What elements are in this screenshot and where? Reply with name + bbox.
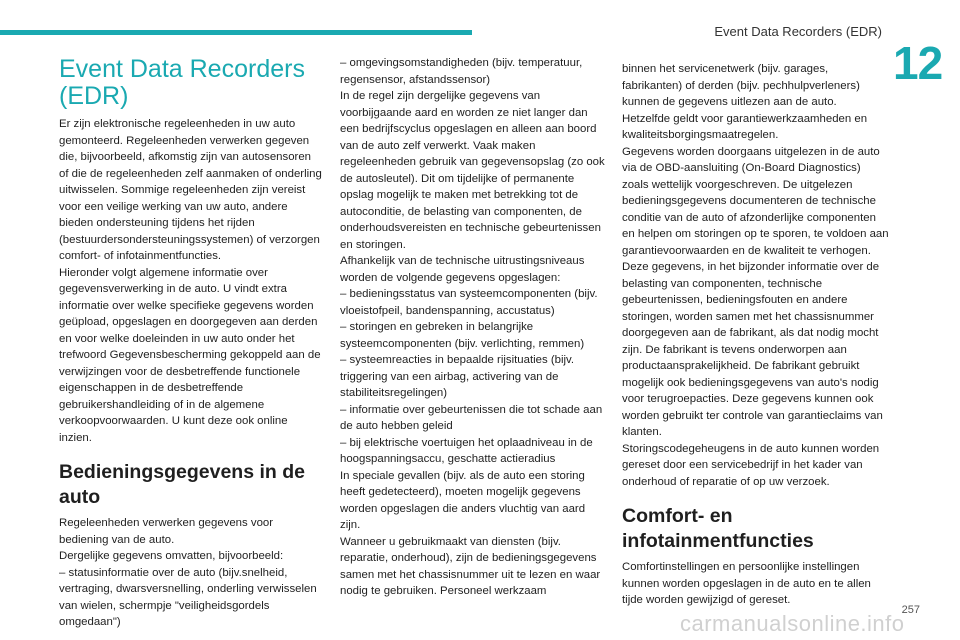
section-heading: Comfort- en infotainmentfuncties xyxy=(622,505,814,552)
paragraph: Wanneer u gebruikmaakt van diensten (bijv. reparatie, onderhoud), zijn de bedieningsgegevens samen met het chassisnummer uit te lezen en waar nodig te gebruiken. Personeel werkzaam xyxy=(340,535,601,597)
paragraph: binnen het servicenetwerk (bijv. garages, fabrikanten) of derden (bijv. pechhulpverleners) kunnen de gegevens uitlezen aan de auto. xyxy=(622,63,860,108)
paragraph: Hetzelfde geldt voor garantiewerkzaamheden en kwaliteitsborgingsmaatregelen. xyxy=(622,112,868,141)
list-item: – storingen en gebreken in belangrijke systeemcomponenten (bijv. verlichting, remmen) xyxy=(340,321,585,350)
watermark: carmanualsonline.info xyxy=(680,611,905,636)
paragraph: Regeleenheden verwerken gegevens voor bediening van de auto. xyxy=(59,517,274,546)
page-number: 257 xyxy=(901,604,920,616)
paragraph: In speciale gevallen (bijv. als de auto een storing heeft gedetecteerd), moeten mogelijk gegevens worden opgeslagen die anders vluchtig van aard zijn. xyxy=(340,469,586,531)
running-header-title: Event Data Recorders (EDR) xyxy=(714,24,882,39)
column-3 xyxy=(622,61,890,609)
page-title: Event Data Recorders (EDR) xyxy=(59,55,305,110)
paragraph: In de regel zijn dergelijke gegevens van voorbijgaande aard en worden ze niet langer dan een bedrijfscyclus opgeslagen en alleen aan boord van de auto zelf verwerkt. Vaak maken regeleenheden gebruik van gegevensopslag (zo ook de autosleutel). Dit om tijdelijke of permanente opslag mogelijk te maken met betrekking tot de autoconditie, de belasting van componenten, de onderhoudsvereisten en technische gebeurtenissen en storingen. xyxy=(340,90,605,251)
section-heading: Bedieningsgegevens in de auto xyxy=(59,461,305,508)
list-item: – bedieningsstatus van systeemcomponenten (bijv. vloeistofpeil, bandenspanning, accustatus) xyxy=(340,288,598,317)
paragraph: Hieronder volgt algemene informatie over gegevensverwerking in de auto. U vindt extra informatie over welke specifieke gegevens worden geüpload, opgeslagen en doorgegeven aan derden en voor welke doeleinden in uw auto onder het trefwoord Gegevensbescherming gekoppeld aan de verwijzingen voor de desbetreffende functionele eigenschappen in de desbetreffende gebruikershandleiding of in de algemene verkoopvoorwaarden. U kunt deze ook online inzien. xyxy=(59,266,321,444)
list-item: – bij elektrische voertuigen het oplaadniveau in de hoogspanningsaccu, geschatte actieradius xyxy=(340,436,593,465)
list-item: – statusinformatie over de auto (bijv.snelheid, vertraging, dwarsversnelling, onderling verwisselen van wielen, schermpje "veiligheidsgordels omgedaan") xyxy=(59,566,317,628)
paragraph: Er zijn elektronische regeleenheden in uw auto gemonteerd. Regeleenheden verwerken gegeven die, bijvoorbeeld, afkomstig zijn van autosensoren of die de regeleenheden zelf aanmaken of onderling uitwisselen. Sommige regeleenheden zijn vereist voor een veilige werking van uw auto, andere bieden ondersteuning tijdens het rijden (bestuurdersondersteuningssystemen) of verzorgen comfort- of infotainmentfuncties. xyxy=(59,118,322,262)
paragraph: Comfortinstellingen en persoonlijke instellingen kunnen worden opgeslagen in de auto en te allen tijde worden gewijzigd of gereset. xyxy=(622,561,871,606)
list-item: – omgevingsomstandigheden (bijv. temperatuur, regensensor, afstandssensor) xyxy=(340,57,583,86)
header-accent-bar xyxy=(0,30,472,35)
list-item: – systeemreacties in bepaalde rijsituaties (bijv. triggering van een airbag, activering van de stabiliteitsregelingen) xyxy=(340,354,575,399)
column-2 xyxy=(340,55,606,600)
paragraph: Gegevens worden doorgaans uitgelezen in de auto via de OBD-aansluiting (On-Board Diagnostics) zoals wettelijk voorgeschreven. De uitgelezen bedieningsgegevens documenteren de technische conditie van de auto of afzonderlijke componenten en helpen om storingen op te sporen, te voldoen aan garantievoorwaarden en de kwaliteit te verhogen. Deze gegevens, in het bijzonder informatie over de belasting van componenten, technische gebeurtenissen, bedieningsfouten en andere storingen, worden samen met het chassisnummer doorgegeven aan de fabrikant, als dat nodig mocht zijn. De fabrikant is tevens onderworpen aan productaansprakelijkheid. De fabrikant gebruikt mogelijk ook bedieningsgegevens van auto's nodig voor terugroepacties. Deze gegevens kunnen ook worden gebruikt ter controle van garantieclaims van klanten. xyxy=(622,145,889,438)
paragraph: Dergelijke gegevens omvatten, bijvoorbeeld: xyxy=(59,550,284,562)
chapter-number: 12 xyxy=(893,37,943,89)
paragraph: Afhankelijk van de technische uitrustingsniveaus worden de volgende gegevens opgeslagen: xyxy=(340,255,585,284)
paragraph: Storingscodegeheugens in de auto kunnen worden gereset door een servicebedrijf in het kader van onderhoud of reparatie of op uw verzoek. xyxy=(622,442,880,488)
list-item: – informatie over gebeurtenissen die tot schade aan de auto hebben geleid xyxy=(340,403,603,432)
column-1 xyxy=(59,56,323,631)
